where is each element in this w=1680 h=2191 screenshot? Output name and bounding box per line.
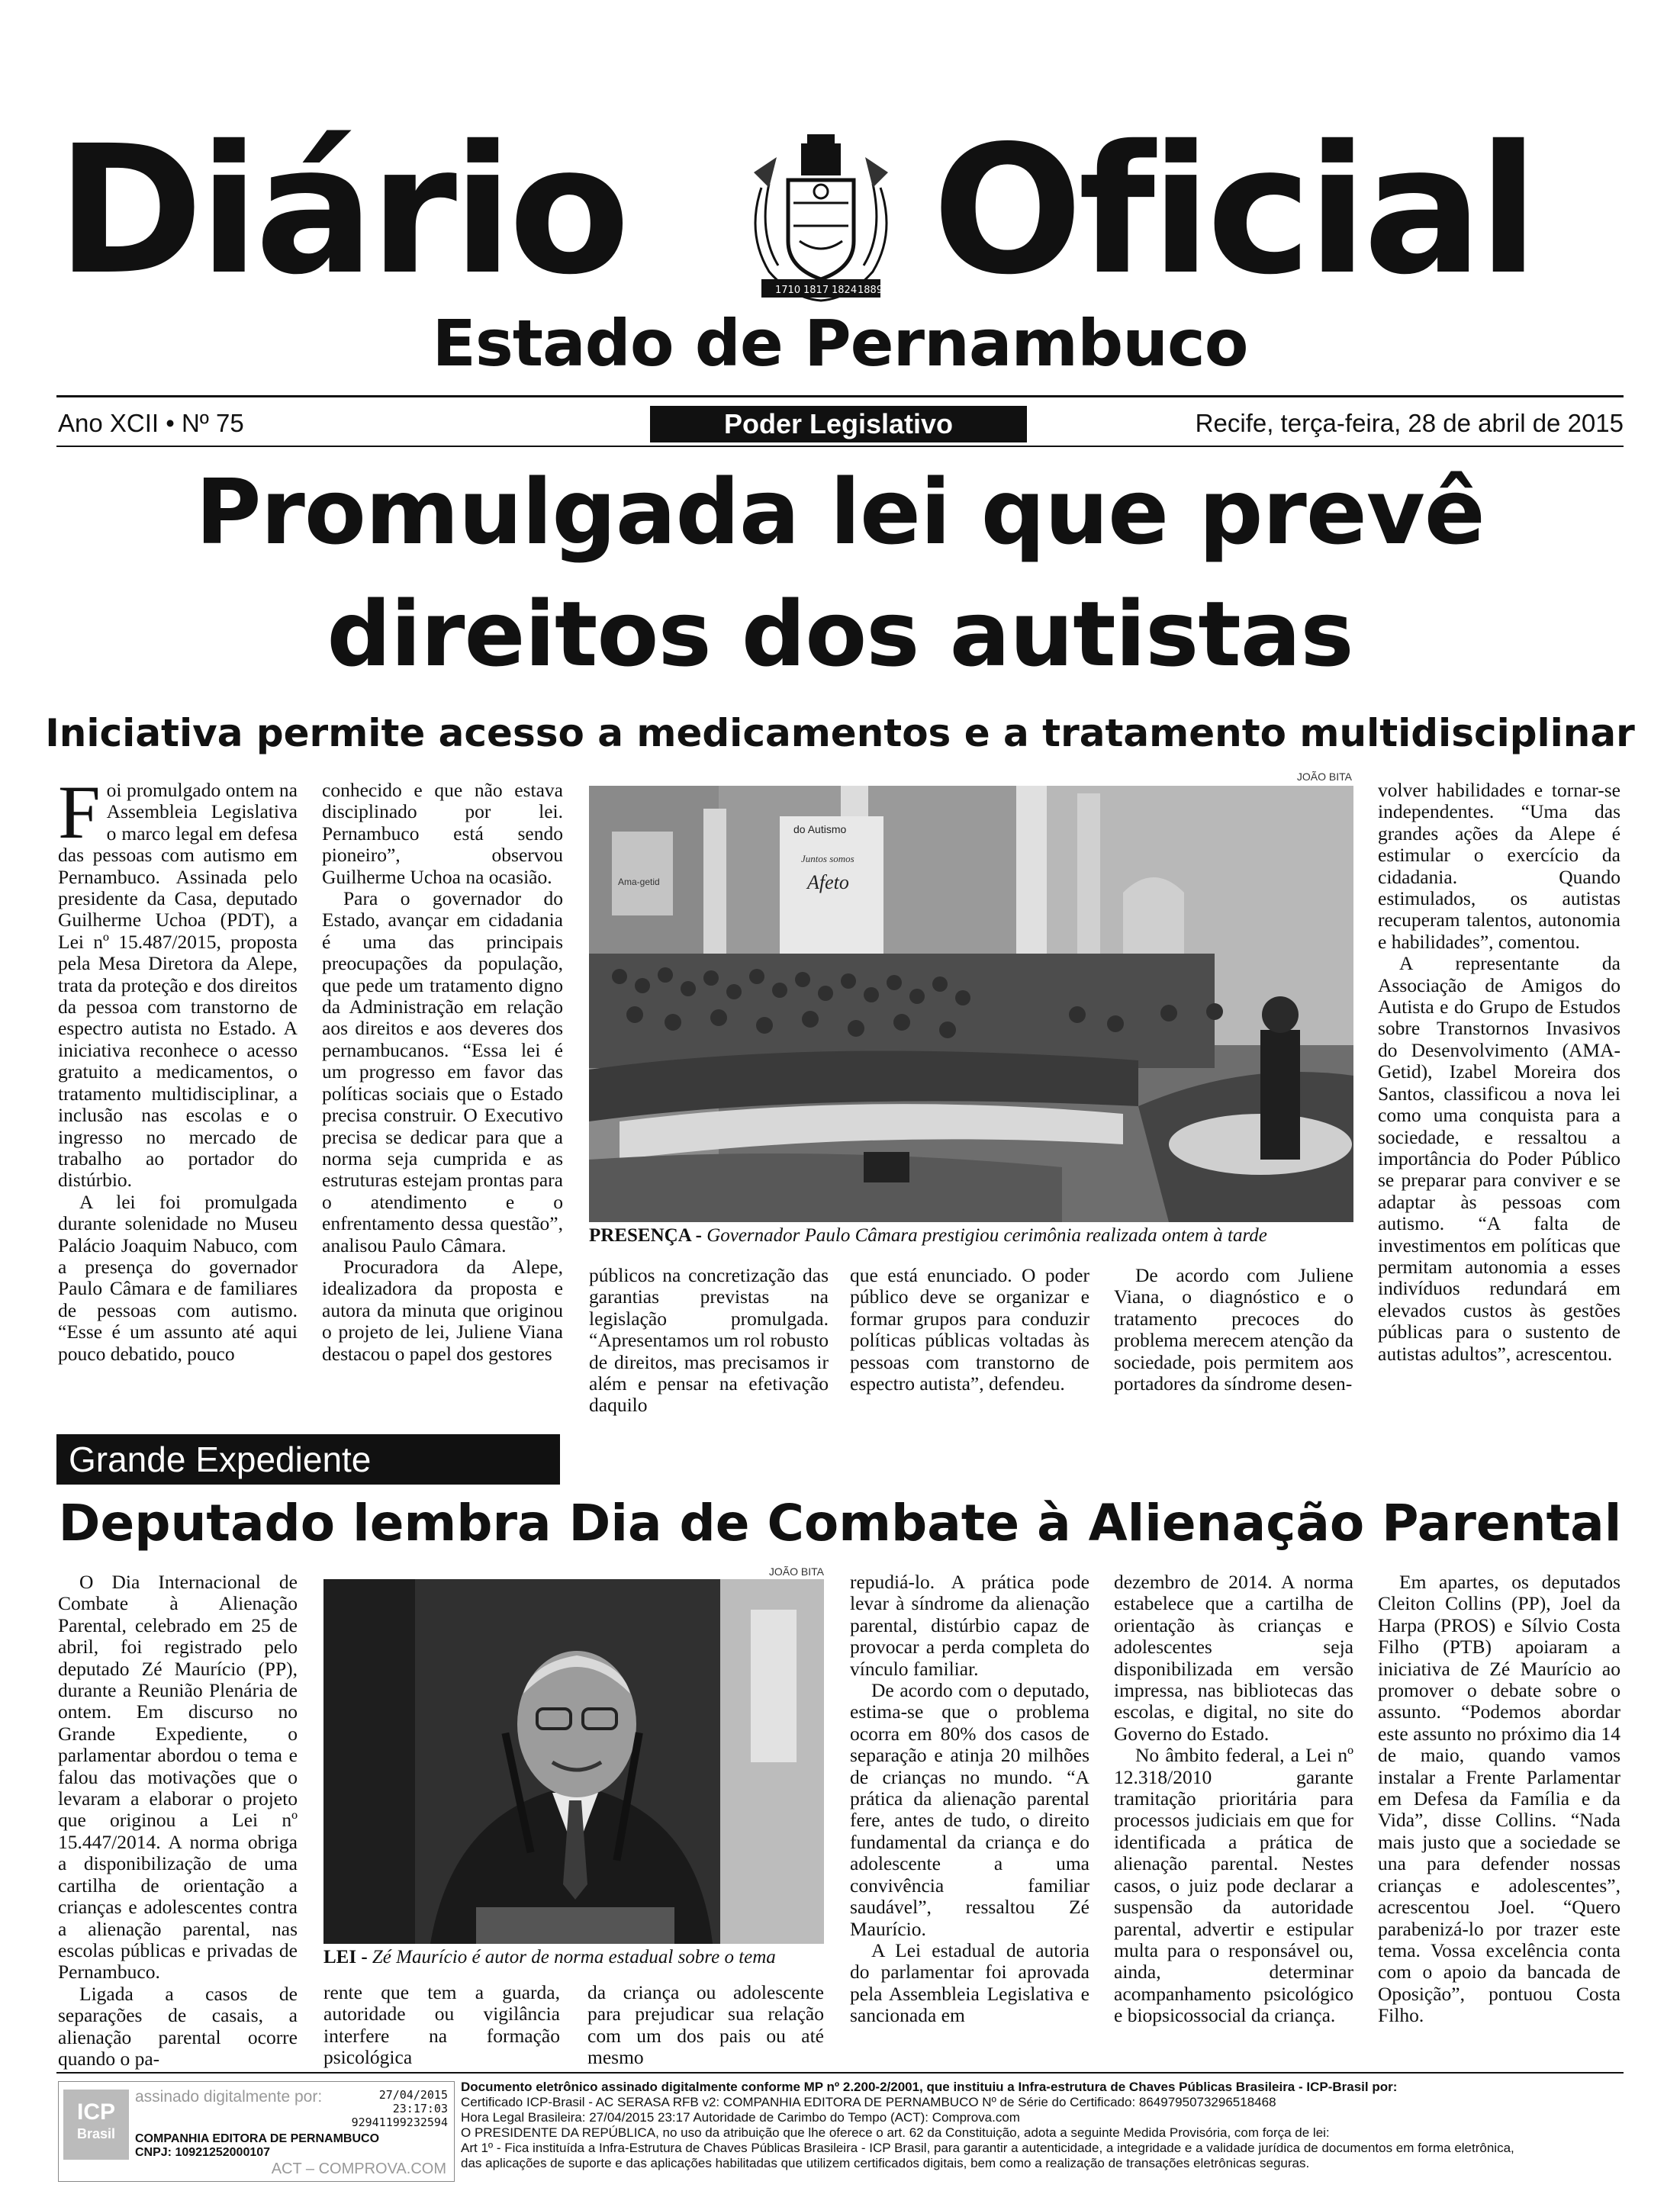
footer-rule [56,2072,1624,2074]
stamp-date: 27/04/2015 [378,2088,448,2102]
lead-column-2 [322,780,563,1365]
stamp-cnpj: CNPJ: 10921252000107 [135,2146,271,2159]
second-caption-label: LEI - [323,1947,368,1967]
second-col5-para1: dezembro de 2014. A norma estabelece que a cartilha de orientação às crianças e adolescentes seja disponibilizada em versão impressa, nas bibliotecas das escolas, e digital, no site do Governo do Estado. [1114,1571,1353,1745]
second-column-3-bottom [587,1982,824,2069]
masthead-subtitle: Estado de Pernambuco [432,306,1248,381]
footer-legal-text [461,2080,1514,2171]
footer-line-4: O PRESIDENTE DA REPÚBLICA, no uso da atribuição que lhe oferece o art. 62 da Constituição, adota a seguinte Medida Provisória, com força de lei: [461,2125,1330,2140]
seal-year-1: 1710 [775,285,801,296]
lead-col4-text: que está enunciado. O poder público deve se organizar e formar grupos para conduzir políticas públicas voltadas às pessoas com transtorno de espectro autista”, defendeu. [850,1264,1089,1395]
lead-headline-line1: Promulgada lei que prevê [195,459,1485,565]
lead-caption-text: Governador Paulo Câmara prestigiou cerimônia realizada ontem à tarde [701,1225,1267,1246]
lead-col6-para1: volver habilidades e tornar-se independentes. “Uma das grandes ações da Alepe é estimular o exercício da cidadania. Quando estimulados, os autistas recuperam talentos, autonomia e habilidades”, comentou. [1378,779,1620,953]
photo-banner-sub: Juntos somos [801,853,854,864]
lead-caption-label: PRESENÇA - [589,1225,702,1246]
footer-line-5: Art 1º - Fica instituída a Infra-Estrutura de Chaves Públicas Brasileira - ICP Brasil, para garantir a autenticidade, a integridade e a validade jurídica de documentos em forma eletrônica, [461,2141,1514,2155]
photo-banner-top: do Autismo [793,823,847,835]
second-column-6 [1378,1572,1620,2027]
lead-column-6 [1378,780,1620,1365]
stamp-bottom: ACT – COMPROVA.COM [271,2160,446,2177]
stamp-serial: 92941199232594 [351,2115,448,2129]
section-banner: Poder Legislativo [650,406,1027,442]
infobar-rule [56,446,1624,447]
second-headline: Deputado lembra Dia de Combate à Alienação Parental [58,1494,1622,1552]
second-col3-text: da criança ou adolescente para prejudicar sua relação com um dos pais ou até mesmo [587,1981,824,2069]
lead-column-1 [58,770,298,1365]
lead-photo-caption [589,1225,1267,1247]
seal-year-4: 1889 [858,285,883,296]
stamp-company: COMPANHIA EDITORA DE PERNAMBUCO [135,2132,380,2145]
edition-number: Ano XCII • Nº 75 [58,409,244,437]
lead-col1-para1: oi promulgado ontem na Assembleia Legislativa o marco legal em defesa das pessoas com autismo em Pernambuco. Assinada pelo presidente da Casa, deputado Guilherme Uchoa (PDT), a Lei nº 15.487/2015, proposta pela Mesa Diretora da Alepe, trata da proteção e dos direitos da pessoa com transtorno de espectro autista no Estado. A iniciativa reconhece o acesso gratuito a medicamentos, o tratamento multidisciplinar, a inclusão nas escolas e o ingresso no mercado de trabalho ao portador do distúrbio. [58,779,298,1192]
masthead-rule [56,395,1624,397]
stamp-label: assinado digitalmente por: [135,2088,323,2106]
second-col2-text: rente que tem a guarda, autoridade ou vigilância interfere na formação psicológica [323,1981,560,2069]
lead-col2-para3: Procuradora da Alepe, idealizadora da proposta e autora da minuta que originou o projeto de lei, Juliene Viana destacou o papel dos gestores [322,1255,563,1365]
digital-signature-stamp [58,2081,455,2182]
second-col4-para3: A Lei estadual de autoria do parlamentar foi aprovada pela Assembleia Legislativa e sancionada em [850,1938,1089,2027]
stamp-time: 23:17:03 [392,2102,448,2115]
publication-date: Recife, terça-feira, 28 de abril de 2015 [1195,409,1624,437]
footer-line-1: Documento eletrônico assinado digitalmente conforme MP nº 2.200-2/2001, que instituiu a Infra-estrutura de Chaves Públicas Brasileira - ICP-Brasil por: [461,2080,1398,2094]
state-coat-of-arms-seal [731,127,911,310]
masthead-title-oficial: Oficial [932,108,1534,314]
lead-col3-text: públicos na concretização das garantias previstas na legislação promulgada. “Apresentamos um rol robusto de direitos, mas precisamos ir além e pensar na efetivação daquilo [589,1264,829,1417]
second-col1-para2: Ligada a casos de separações de casais, a alienação parental ocorre quando o pa- [58,1982,298,2070]
lead-col5-text: De acordo com Juliene Viana, o diagnóstico e o tratamento precoces do problema merecem atenção da sociedade, pois permitem aos portadores da síndrome desen- [1114,1264,1353,1395]
footer-line-3: Hora Legal Brasileira: 27/04/2015 23:17 Autoridade de Carimbo do Tempo (ACT): Comprova.com [461,2110,1020,2125]
footer-line-6: das aplicações de suporte e das aplicações habilitadas que utilizem certificados digitais, bem como a realização de transações eletrônicas seguras. [461,2156,1310,2170]
masthead-title-diario: Diário [56,108,626,314]
second-column-2-bottom [323,1982,560,2069]
second-col6-para1: Em apartes, os deputados Cleiton Collins (PP), Joel da Harpa (PROS) e Sílvio Costa Filho (PTB) apoiaram a iniciativa de Zé Maurício ao promover o debate sobre o assunto. “Podemos abordar este assunto no próximo dia 14 de maio, quando vamos instalar a Frente Parlamentar em Defesa da Família e da Vida”, disse Collins. “Nada mais justo que a sociedade se una para defender nossas crianças e adolescentes”, acrescentou Joel. “Quero parabenizá-lo por trazer este tema. Vossa excelência conta com o apoio da bancada de Oposição”, pontuou Costa Filho. [1378,1571,1620,2027]
second-col5-para2: No âmbito federal, a Lei nº 12.318/2010 garante tramitação prioritária para processos judiciais em que for identificada a prática de alienação parental. Nestes casos, o juiz pode declarar a suspensão da autoridade parental, advertir e estipular multa para o responsável ou, ainda, determinar acompanhamento psicológico e biopsicossocial da criança. [1114,1744,1353,2027]
second-col4-para1: repudiá-lo. A prática pode levar à síndrome da alienação parental, distúrbio capaz de provocar a perda completa do vínculo familiar. [850,1571,1089,1680]
second-caption-text: Zé Maurício é autor de norma estadual sobre o tema [367,1947,776,1967]
lead-col6-para2: A representante da Associação de Amigos do Autista e do Grupo de Estudos sobre Transtornos Invasivos do Desenvolvimento (AMA-Getid), Izabel Moreira dos Santos, classificou a nova lei como uma conquista para a sociedade, e ressaltou a importância do Poder Público se preparar para conviver e se adaptar às pessoas com autismo. “A falta de investimentos em políticas que permitam autonomia a esses indivíduos redundará em elevados custos às gestões públicas para o sustento de autistas adultos”, acrescentou. [1378,952,1620,1365]
second-column-5 [1114,1572,1353,2027]
lead-subheadline: Iniciativa permite acesso a medicamentos e a tratamento multidisciplinar [45,711,1635,755]
lead-column-5 [1114,1265,1353,1395]
second-column-4 [850,1572,1089,2027]
seal-year-2: 1817 [803,285,829,296]
icp-logo-top: ICP [76,2099,115,2125]
lead-photo-credit: JOÃO BITA [1296,771,1352,783]
second-column-1 [58,1572,298,2070]
lead-column-4 [850,1265,1089,1395]
lead-photo-plenary-session [589,786,1353,1222]
lead-col1-para2: A lei foi promulgada durante solenidade no Museu Palácio Joaquim Nabuco, com a presença do governador Paulo Câmara e de familiares de pessoas com autismo. “Esse é um assunto até aqui pouco debatido, pouco [58,1190,298,1365]
photo-label-left: Ama-getid [618,877,660,887]
icp-logo-bottom: Brasil [76,2126,116,2141]
section-label-grande-expediente: Grande Expediente [56,1434,560,1485]
photo-banner-main: Afeto [807,871,849,893]
lead-col2-para1: conhecido e que não estava disciplinado por lei. Pernambuco está sendo pioneiro”, observou Guilherme Uchoa na ocasião. [322,779,563,888]
lead-headline-line2: direitos dos autistas [327,581,1353,687]
footer-line-2: Certificado ICP-Brasil - AC SERASA RFB v2: COMPANHIA EDITORA DE PERNAMBUCO Nº de Série do Certificado: 8649795073296518468 [461,2095,1276,2109]
second-photo-credit: JOÃO BITA [768,1565,824,1578]
second-photo-caption [323,1947,776,1968]
second-col4-para2: De acordo com o deputado, estima-se que o problema ocorra em 80% dos casos de separação e atinja 20 milhões de crianças no mundo. “A prática da alienação parental fere, antes de tudo, o direito fundamental da criança e do adolescente a uma convivência familiar saudável”, ressaltou Zé Maurício. [850,1679,1089,1940]
icp-brasil-logo [63,2090,129,2160]
lead-column-3 [589,1265,829,1417]
seal-year-3: 1824 [832,285,858,296]
second-photo-deputy-speaking [323,1579,824,1944]
lead-dropcap: F [58,770,101,854]
second-col1-para1: O Dia Internacional de Combate à Alienação Parental, celebrado em 25 de abril, foi registrado pelo deputado Zé Maurício (PP), durante a Reunião Plenária de ontem. Em discurso no Grande Expediente, o parlamentar abordou o tema e falou das motivações que o levaram a elaborar o projeto que originou a Lei nº 15.447/2014. A norma obriga a disponibilização de uma cartilha de orientação a crianças e adolescentes contra a alienação parental, nas escolas públicas e privadas de Pernambuco. [58,1571,298,1983]
lead-col2-para2: Para o governador do Estado, avançar em cidadania é uma das principais preocupações da população, que pede um tratamento digno da Administração em relação aos direitos e aos deveres dos pernambucanos. “Essa lei é um progresso em favor das políticas sociais que o Estado precisa construir. O Executivo precisa se dedicar para que a norma seja cumprida e as estruturas estejam prontas para o atendimento e o enfrentamento dessa questão”, analisou Paulo Câmara. [322,887,563,1256]
